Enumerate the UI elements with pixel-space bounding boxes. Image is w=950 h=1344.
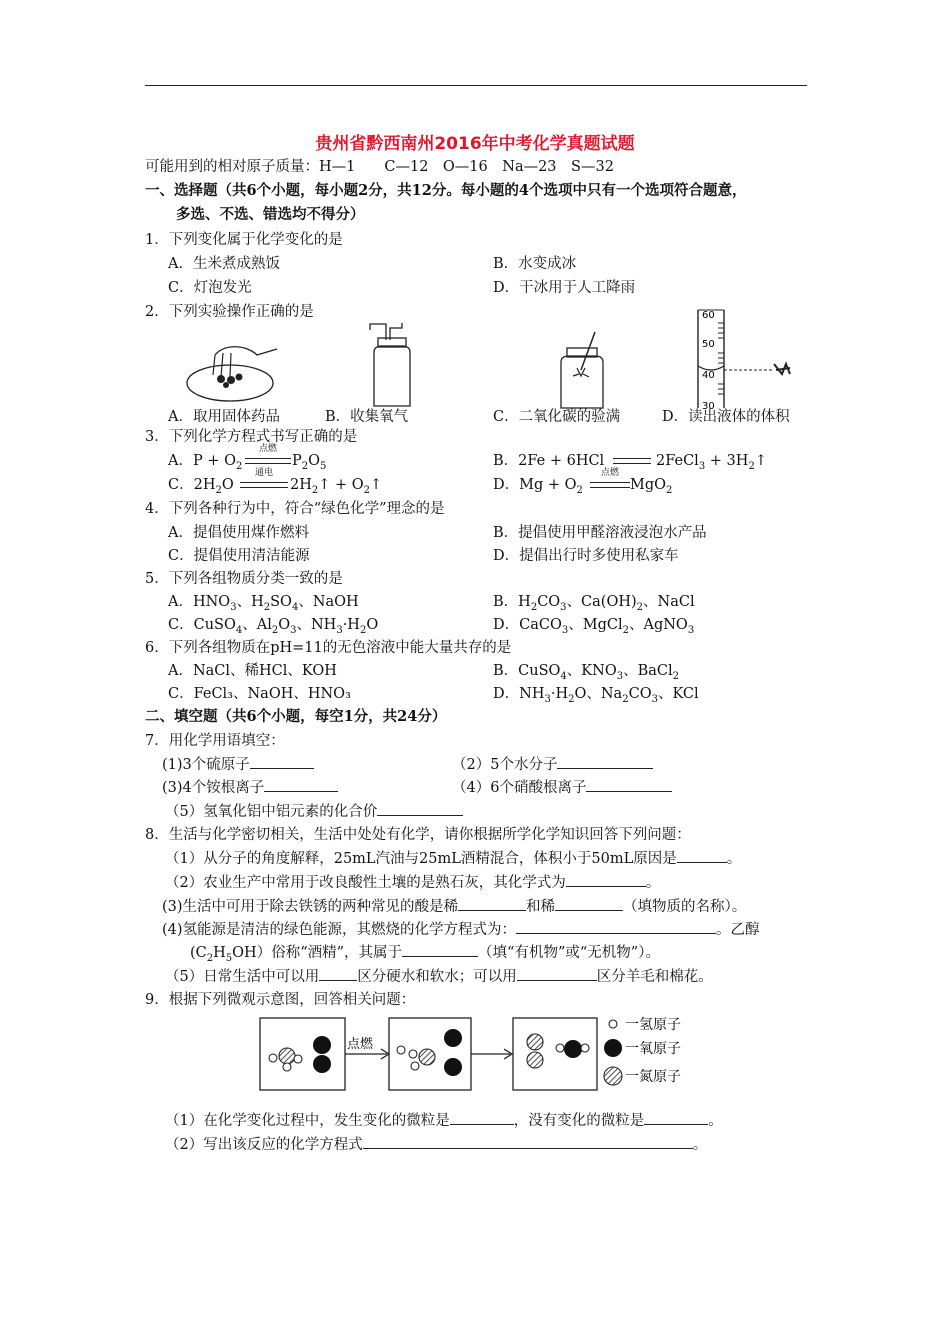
q9-part2: （2）写出该反应的化学方程式 。 [165, 1134, 707, 1155]
nitrogen-atom-icon [604, 1067, 622, 1085]
q7-part3: (3)4个铵根离子 [162, 777, 338, 798]
graduated-cylinder-diagram [690, 308, 800, 413]
scale-label-40: 40 [702, 370, 715, 381]
q3-stem: 3．下列化学方程式书写正确的是 [145, 429, 358, 445]
q8-stem: 8．生活与化学密切相关，生活中处处有化学，请你根据所学化学知识回答下列问题： [145, 827, 691, 843]
oxygen-collection-diagram [360, 322, 420, 410]
q7-part1: (1)3个硫原子 [162, 754, 314, 775]
q2-option-b: B．收集氧气 [325, 409, 409, 425]
q1-option-d: D．干冰用于人工降雨 [493, 280, 636, 296]
q2-stem: 2．下列实验操作正确的是 [145, 304, 314, 320]
q8-part4-cont: $(C_2H_5OH)$俗称“酒精”，其属于 （填“有机物”或“无机物”）。 [190, 942, 660, 969]
solid-sampling-diagram [185, 335, 280, 407]
q3c-condition: 通电 [254, 468, 273, 478]
q6-option-d: D．$NH_3\cdot H_2O$、$Na_2CO_3$、KCl [493, 686, 699, 705]
q2-option-c: C．二氧化碳的验满 [493, 409, 621, 425]
q7-stem: 7．用化学用语填空： [145, 733, 285, 749]
q8-part3: (3)生活中可用于除去铁锈的两种常见的酸是稀 和稀 （填物质的名称）。 [162, 896, 746, 917]
q4-option-c: C．提倡使用清洁能源 [168, 548, 310, 564]
q4-option-b: B．提倡使用甲醛溶液浸泡水产品 [493, 525, 707, 541]
q3-option-b: B．2Fe + 6HCl [493, 453, 605, 469]
q3-option-c: C．$2H_2O$ [168, 477, 234, 496]
scale-label-50: 50 [702, 339, 715, 350]
q3-option-a: A．$P + O_2$ [168, 453, 243, 472]
q7-part5: （5）氢氧化铝中铝元素的化合价 [165, 801, 463, 822]
co2-test-diagram [553, 330, 613, 410]
micro-reaction-diagram [255, 1012, 715, 1094]
q9-part1: （1）在化学变化过程中，发生变化的微粒是 ，没有变化的微粒是 。 [165, 1110, 723, 1131]
legend-nitrogen: 一氮原子 [625, 1069, 681, 1085]
q9-stem: 9．根据下列微观示意图，回答相关问题： [145, 992, 416, 1008]
q8-part5: （5）日常生活中可以用 区分硬水和软水；可以用 区分羊毛和棉花。 [165, 966, 713, 987]
q1-option-c: C．灯泡发光 [168, 280, 252, 296]
product-box [513, 1018, 597, 1090]
q5-option-d: D．CaCO$_3$、MgCl$_2$、AgNO$_3$ [493, 617, 695, 636]
q3c-equals [240, 482, 288, 488]
section2-heading: 二、填空题（共6个小题，每空1分，共24分） [145, 708, 447, 725]
section1-heading: 一、选择题（共6个小题，每小题2分，共12分。每小题的4个选项中只有一个选项符合题意， [145, 182, 747, 199]
q6-option-a: A．NaCl、稀HCl、KOH [168, 663, 337, 679]
q4-stem: 4．下列各种行为中，符合“绿色化学”理念的是 [145, 501, 445, 517]
q3d-condition: 点燃 [600, 468, 619, 478]
q5-stem: 5．下列各组物质分类一致的是 [145, 571, 343, 587]
q3-option-b-product: 2FeCl$_3$ + $3H_2↑$ [656, 453, 767, 472]
q2-option-d: D．读出液体的体积 [662, 409, 790, 425]
q8-part2: （2）农业生产中常用于改良酸性土壤的是熟石灰，其化学式为 。 [165, 872, 660, 893]
scale-label-60: 60 [702, 310, 715, 321]
q4-option-d: D．提倡出行时多使用私家车 [493, 548, 679, 564]
q3d-equals [590, 482, 630, 488]
page-title: 贵州省黔西南州2016年中考化学真题试题 [315, 134, 635, 154]
hydrogen-atom-icon [609, 1020, 617, 1028]
header-rule [145, 85, 807, 86]
scale-label-30: 30 [702, 401, 715, 412]
q6-stem: 6．下列各组物质在pH=11的无色溶液中能大量共存的是 [145, 640, 512, 656]
q3-option-a-product: $P_2O_5$ [292, 453, 327, 472]
q5-option-a: A．$HNO_3$、$H_2SO_4$、NaOH [168, 594, 359, 613]
q4-option-a: A．提倡使用煤作燃料 [168, 525, 309, 541]
q7-part4: （4）6个硝酸根离子 [452, 777, 672, 798]
q3-option-c-product: $2H_2↑$ + $O_2↑$ [290, 477, 383, 496]
q3b-equals [613, 458, 651, 464]
q3a-condition: 点燃 [258, 444, 277, 454]
q3-option-d: D．$Mg + O_2$ [493, 477, 583, 496]
legend-hydrogen: 一氢原子 [625, 1017, 681, 1033]
section1-heading-cont: 多选、不选、错选均不得分） [176, 206, 365, 223]
q6-option-c: C．FeCl₃、NaOH、HNO₃ [168, 686, 351, 702]
q6-option-b: B．CuSO$_4$、$KNO_3$、BaCl$_2$ [493, 663, 680, 682]
arrow-condition-label: 点燃 [347, 1037, 374, 1052]
q7-part2: （2）5个水分子 [452, 754, 653, 775]
q3a-equals [245, 458, 291, 464]
q1-stem: 1．下列变化属于化学变化的是 [145, 232, 343, 248]
q8-part1: （1）从分子的角度解释，25mL汽油与25mL酒精混合，体积小于50mL原因是 。 [165, 848, 741, 869]
oxygen-atom-icon [604, 1039, 622, 1057]
q5-option-b: B．$H_2CO_3$、$Ca(OH)_2$、NaCl [493, 594, 695, 613]
legend-oxygen: 一氧原子 [625, 1041, 681, 1057]
q3-option-d-product: MgO$_2$ [630, 477, 673, 496]
q5-option-c: C．CuSO$_4$、$Al_2O_3$、$NH_3\cdot H_2O$ [168, 617, 379, 636]
q8-part4: (4)氢能源是清洁的绿色能源，其燃烧的化学方程式为： 。乙醇 [162, 919, 760, 940]
q1-option-b: B．水变成冰 [493, 256, 577, 272]
q1-option-a: A．生米煮成熟饭 [168, 256, 280, 272]
atomic-mass-line: 可能用到的相对原子质量：H—1 C—12 O—16 Na—23 S—32 [145, 159, 614, 175]
q2-option-a: A．取用固体药品 [168, 409, 280, 425]
